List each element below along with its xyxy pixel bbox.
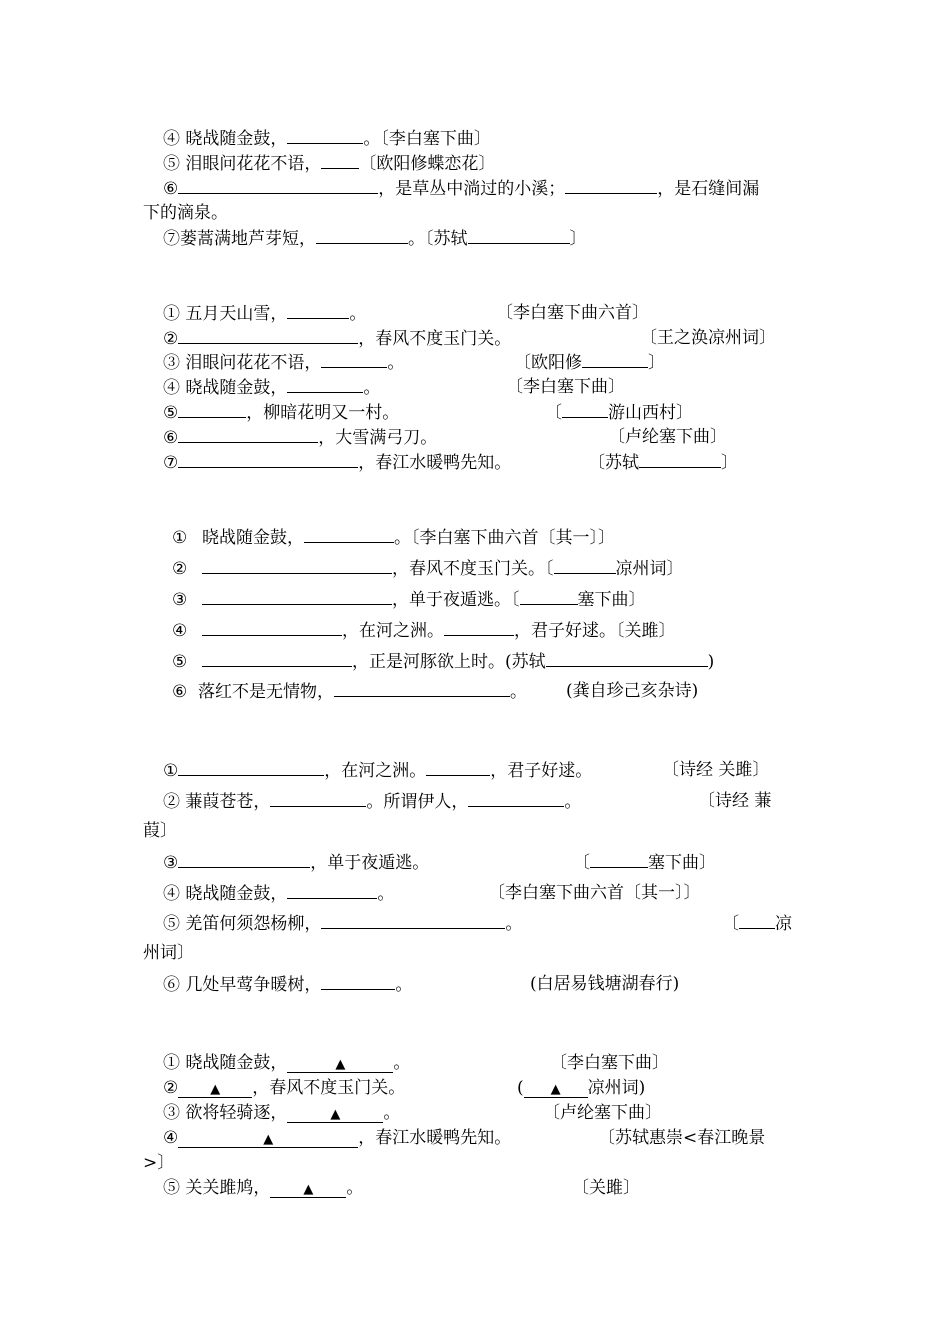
s2-line-5: [163, 402, 399, 424]
s5-source-3: 〔卢纶塞下曲〕: [543, 1103, 662, 1123]
text: ，在河之洲。: [324, 761, 427, 781]
blank-field[interactable]: [202, 651, 352, 667]
text: ⑤ 泪眼问花花不语，: [163, 154, 322, 174]
s4-source-3: [573, 852, 716, 874]
blank-field[interactable]: [524, 1082, 588, 1098]
text: 〔: [722, 914, 739, 934]
text: ⑦蒌蒿满地芦芽短，: [163, 229, 316, 249]
s5-line-4-cont: >〕: [143, 1153, 175, 1173]
text: 。: [395, 975, 413, 995]
s4-source-6: (白居易钱塘湖春行): [530, 974, 680, 994]
s4-line-3: [163, 852, 429, 874]
s4-source-5: [722, 913, 792, 935]
blank-field[interactable]: [202, 620, 342, 636]
item-number: ⑤: [172, 652, 188, 672]
s4-source-4: 〔李白塞下曲六首〔其一〕〕: [488, 883, 701, 903]
text: ⑥: [163, 179, 179, 199]
blank-field[interactable]: [321, 352, 387, 368]
s4-line-2: [163, 791, 581, 813]
item-number: ③: [172, 590, 188, 610]
triangle-icon: ▲: [330, 1107, 341, 1122]
triangle-icon: ▲: [303, 1182, 314, 1197]
s4-source-1: 〔诗经 关雎〕: [662, 760, 770, 780]
text: 〔欧阳修: [514, 353, 582, 373]
text: ④ 晓战随金鼓，: [163, 884, 288, 904]
text: 。: [387, 353, 405, 373]
blank-field[interactable]: [287, 377, 363, 393]
item-number: ②: [172, 559, 188, 579]
blank-field[interactable]: [562, 402, 608, 418]
text: ③: [163, 853, 179, 873]
text: ② 蒹葭苍苍，: [163, 792, 271, 812]
text: 。: [377, 884, 395, 904]
blank-field[interactable]: [178, 1132, 358, 1148]
s4-line-1: [163, 760, 592, 782]
s5-line-1: [163, 1053, 410, 1075]
text: ，君子好逑。: [490, 761, 593, 781]
blank-field[interactable]: [287, 1107, 383, 1123]
s4-line-4: [163, 883, 394, 905]
text: ，春江水暖鸭先知。: [358, 1128, 512, 1148]
text: ，春风不度玉门关。: [358, 329, 512, 349]
blank-field[interactable]: [270, 791, 366, 807]
blank-field[interactable]: [178, 427, 318, 443]
s5-line-4: [163, 1128, 511, 1150]
s2-source-1: 〔李白塞下曲六首〕: [496, 303, 649, 323]
s5-source-5: 〔关雎〕: [572, 1178, 640, 1198]
text: ): [707, 652, 715, 672]
s2-source-6: 〔卢纶塞下曲〕: [608, 427, 727, 447]
s5-line-5: [163, 1178, 363, 1200]
text: 〔: [545, 403, 562, 423]
text: ④ 晓战随金鼓，: [163, 378, 288, 398]
s5-line-2: [163, 1078, 405, 1100]
s4-line-6: [163, 974, 412, 996]
blank-field[interactable]: [321, 913, 505, 929]
text: 。: [383, 1103, 401, 1123]
s1-line-3-cont: 下的滴泉。: [143, 203, 228, 223]
text: ④ 晓战随金鼓，: [163, 129, 288, 149]
text: 。: [393, 1053, 411, 1073]
blank-field[interactable]: [178, 178, 378, 194]
text: ，大雪满弓刀。: [318, 428, 438, 448]
text: 〕: [569, 229, 587, 249]
text: 〔欧阳修蝶恋花〕: [359, 154, 496, 174]
blank-field[interactable]: [202, 589, 392, 605]
s1-line-2: [163, 153, 495, 175]
blank-field[interactable]: [639, 452, 721, 468]
text: 。〔李白塞下曲〕: [363, 129, 491, 149]
blank-field[interactable]: [554, 558, 616, 574]
blank-field[interactable]: [178, 760, 324, 776]
s3-line-4: [172, 620, 676, 642]
text: 塞下曲〕: [577, 590, 646, 610]
s1-line-1: [163, 128, 491, 150]
text: ②: [163, 1078, 179, 1098]
s3-source-6: (龚自珍己亥杂诗): [566, 681, 699, 701]
text: 。〔苏轼: [408, 229, 468, 249]
text: ，是石缝间漏: [657, 179, 760, 199]
text: ⑥: [163, 428, 179, 448]
text: ，柳暗花明又一村。: [246, 403, 400, 423]
text: ①: [163, 761, 179, 781]
s2-line-1: [163, 303, 366, 325]
text: 。: [363, 378, 381, 398]
s2-source-4: 〔李白塞下曲〕: [506, 377, 625, 397]
text: 。: [346, 1178, 364, 1198]
text: 。: [505, 914, 523, 934]
s1-line-3: [163, 178, 759, 200]
text: ，春江水暖鸭先知。: [358, 453, 512, 473]
text: ②: [163, 329, 179, 349]
text: ，君子好逑。〔关雎〕: [514, 621, 676, 641]
s2-line-2: [163, 328, 511, 350]
text: 游山西村〕: [608, 403, 693, 423]
text: 凉州词〕: [615, 559, 684, 579]
blank-field[interactable]: [426, 760, 490, 776]
blank-field[interactable]: [582, 352, 648, 368]
s5-source-4: 〔苏轼惠崇<春江晚景: [598, 1128, 766, 1148]
text: ，单于夜遁逃。〔: [392, 590, 520, 610]
text: ，单于夜遁逃。: [310, 853, 430, 873]
text: ⑤ 关关雎鸠，: [163, 1178, 271, 1198]
s4-source-2: 〔诗经 蒹: [698, 791, 772, 811]
blank-field[interactable]: [468, 228, 570, 244]
text: ，春风不度玉门关。: [252, 1078, 406, 1098]
text: 晓战随金鼓，: [202, 528, 304, 548]
text: 。: [349, 304, 367, 324]
triangle-icon: ▲: [550, 1082, 561, 1097]
blank-field[interactable]: [178, 852, 310, 868]
s4-line-5-cont: 州词〕: [143, 943, 194, 963]
s2-source-5: [545, 402, 693, 424]
s1-line-4: [163, 228, 587, 250]
s3-line-1: [172, 527, 615, 549]
triangle-icon: ▲: [263, 1132, 274, 1147]
text: 〕: [721, 453, 738, 473]
blank-field[interactable]: [287, 303, 349, 319]
s3-line-5: [172, 651, 714, 673]
text: ⑤: [163, 403, 179, 423]
s4-line-5: [163, 913, 522, 935]
item-number: ④: [172, 621, 188, 641]
s2-line-4: [163, 377, 380, 399]
blank-field[interactable]: [202, 558, 392, 574]
text: ，在河之洲。: [342, 621, 444, 641]
s2-source-3: [514, 352, 665, 374]
s5-line-3: [163, 1103, 400, 1125]
text: ⑦: [163, 453, 179, 473]
text: ⑤ 羌笛何须怨杨柳，: [163, 914, 322, 934]
blank-field[interactable]: [178, 328, 358, 344]
text: 凉州词): [587, 1078, 646, 1098]
text: (: [517, 1078, 524, 1098]
triangle-icon: ▲: [335, 1057, 346, 1072]
s2-source-2: 〔王之涣凉州词〕: [640, 328, 776, 348]
text: 〔苏轼: [588, 453, 639, 473]
blank-field[interactable]: [321, 153, 359, 169]
blank-field[interactable]: [546, 651, 708, 667]
blank-field[interactable]: [287, 883, 377, 899]
s4-line-2-cont: 葭〕: [143, 821, 177, 841]
text: 。: [510, 682, 527, 702]
text: 。所谓伊人，: [366, 792, 469, 812]
text: ④: [163, 1128, 179, 1148]
blank-field[interactable]: [520, 589, 578, 605]
s5-source-1: 〔李白塞下曲〕: [550, 1053, 669, 1073]
blank-field[interactable]: [287, 128, 363, 144]
text: 〔: [573, 853, 590, 873]
text: 。: [564, 792, 582, 812]
blank-field[interactable]: [321, 974, 395, 990]
s2-source-7: [588, 452, 738, 474]
text: ，春风不度玉门关。〔: [392, 559, 554, 579]
blank-field[interactable]: [565, 178, 657, 194]
blank-field[interactable]: [739, 913, 775, 929]
s3-line-3: [172, 589, 646, 611]
item-number: ①: [172, 528, 188, 548]
blank-field[interactable]: [444, 620, 514, 636]
blank-field[interactable]: [316, 228, 408, 244]
text: ⑥ 几处早莺争暖树，: [163, 975, 322, 995]
blank-field[interactable]: [590, 852, 648, 868]
blank-field[interactable]: [178, 452, 358, 468]
triangle-icon: ▲: [210, 1082, 221, 1097]
text: ① 晓战随金鼓，: [163, 1053, 288, 1073]
text: 〕: [648, 353, 665, 373]
text: ，是草丛中淌过的小溪；: [378, 179, 566, 199]
text: 凉: [775, 914, 792, 934]
blank-field[interactable]: [304, 527, 394, 543]
blank-field[interactable]: [178, 1082, 252, 1098]
blank-field[interactable]: [270, 1182, 346, 1198]
blank-field[interactable]: [468, 791, 564, 807]
text: 。〔李白塞下曲六首〔其一〕〕: [394, 528, 615, 548]
text: 落红不是无情物，: [198, 682, 334, 702]
item-number: ⑥: [172, 682, 188, 702]
text: ③ 欲将轻骑逐，: [163, 1103, 288, 1123]
s3-line-6: [172, 681, 527, 703]
blank-field[interactable]: [287, 1057, 393, 1073]
s3-line-2: [172, 558, 684, 580]
text: 塞下曲〕: [648, 853, 716, 873]
s2-line-6: [163, 427, 437, 449]
s5-source-2: [517, 1078, 645, 1100]
blank-field[interactable]: [178, 402, 246, 418]
s2-line-3: [163, 352, 404, 374]
s2-line-7: [163, 452, 511, 474]
text: ③ 泪眼问花花不语，: [163, 353, 322, 373]
text: ① 五月天山雪，: [163, 304, 288, 324]
text: ，正是河豚欲上时。(苏轼: [352, 652, 546, 672]
blank-field[interactable]: [334, 681, 510, 697]
